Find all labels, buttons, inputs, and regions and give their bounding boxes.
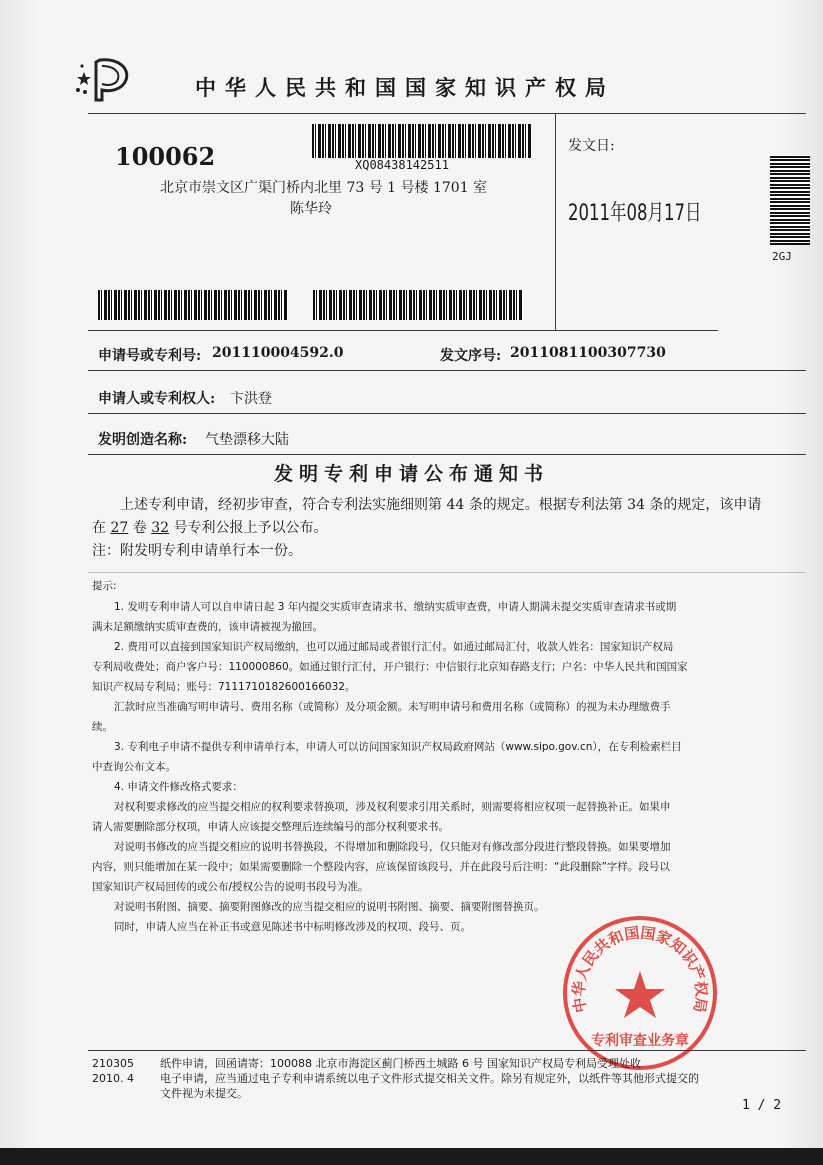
p2-prefix: 在 [92, 520, 106, 536]
hint-line: 知识产权局专利局；账号：7111710182600166032。 [92, 681, 356, 693]
postcode: 100062 [115, 142, 216, 171]
hints-list [92, 597, 802, 937]
hint-line: 3. 专利电子申请不提供专利申请单行本，申请人可以访问国家知识产权局政府网站（www.sipo.gov.cn），在专利检索栏目 [114, 741, 682, 753]
form-code: 210305 [92, 1057, 134, 1070]
hints-label: 提示: [92, 580, 117, 592]
hint-rule [88, 572, 806, 573]
hint-line: 1. 发明专利申请人可以自申请日起 3 年内提交实质审查请求书、缴纳实质审查费，申请人期满未提交实质审查请求书或期 [114, 601, 677, 613]
scan-edge [0, 1148, 823, 1165]
hint-line: 对权利要求修改的应当提交相应的权利要求替换项，涉及权利要求引用关系时，则需要将相应权项一起替换补正。如果申 [114, 801, 671, 813]
volume-number: 27 [110, 520, 129, 536]
hint-line: 汇款时应当准确写明申请号、费用名称（或简称）及分项金额。未写明申请号和费用名称（或简称）的视为未办理缴费手 [114, 701, 671, 713]
address-bottom-rule [88, 330, 718, 331]
app-no-value: 201110004592.0 [212, 345, 344, 361]
page-number: 1 / 2 [742, 1098, 782, 1113]
footer-rule [88, 1050, 806, 1051]
footer-paper-filing: 纸件申请，回函请寄：100088 北京市海淀区蓟门桥西土城路 6 号 国家知识产权局专利局受理处收 [160, 1057, 641, 1070]
hint-line: 2. 费用可以直接到国家知识产权局缴纳，也可以通过邮局或者银行汇付。如通过邮局汇付，收款人姓名：国家知识产权局 [114, 641, 674, 653]
applicant-label: 申请人或专利权人: [98, 391, 216, 407]
notice-note: 注：附发明专利申请单行本一份。 [92, 543, 302, 559]
sipo-logo [72, 54, 132, 102]
notice-paragraph-2 [92, 517, 327, 540]
footer-note: 文件视为未提交。 [160, 1087, 248, 1100]
rule-3 [88, 454, 806, 455]
rule-1 [88, 370, 806, 371]
hint-line: 专利局收费处；商户客户号：110000860。如通过银行汇付，开户银行：中信银行北京知春路支行；户名：中华人民共和国国家 [92, 661, 688, 673]
serial-label: 发文序号: [440, 348, 502, 364]
dispatch-date-label: 发文日: [568, 138, 615, 154]
side-code: 2GJ [772, 250, 792, 263]
hint-line: 续。 [92, 721, 113, 733]
notice-paragraph-1: 上述专利申请，经初步审查，符合专利法实施细则第 44 条的规定。根据专利法第 34 条的规定，该申请 [120, 497, 762, 513]
mailing-address: 北京市崇文区广渠门桥内北里 73 号 1 号楼 1701 室 [160, 180, 488, 196]
p2-suffix: 号专利公报上予以公布。 [173, 520, 328, 536]
barcode-left [98, 290, 288, 320]
seal-ring-text: 中华人民共和国国家知识产权局 [569, 923, 711, 1014]
agency-name: 中华人民共和国国家知识产权局 [195, 75, 615, 100]
barcode-text: XQ08438142511 [355, 158, 449, 172]
p2-volume: 卷 [132, 520, 147, 536]
official-seal [560, 913, 720, 1073]
notice-title: 发明专利申请公布通知书 [273, 463, 549, 485]
form-version: 2010. 4 [92, 1072, 134, 1085]
issue-number: 32 [151, 520, 170, 536]
seal-inner-text: 专利审查业务章 [591, 1033, 689, 1049]
hint-line: 对说明书修改的应当提交相应的说明书替换段，不得增加和删除段号，仅只能对有修改部分段进行整段替换。如果要增加 [114, 841, 671, 853]
serial-value: 2011081100307730 [510, 345, 666, 361]
hint-line: 同时，申请人应当在补正书或意见陈述书中标明修改涉及的权项、段号、页。 [114, 921, 471, 933]
footer-electronic-filing: 电子申请，应当通过电子专利申请系统以电子文件形式提交相关文件。除另有规定外，以纸件等其他形式提交的 [160, 1072, 699, 1085]
header-rule [88, 113, 806, 114]
applicant-value: 卞洪登 [230, 391, 272, 407]
title-label: 发明创造名称: [98, 432, 188, 448]
hint-line: 满未足额缴纳实质审查费的，该申请被视为撤回。 [92, 621, 323, 633]
hint-line: 国家知识产权局回传的或公布/授权公告的说明书段号为准。 [92, 881, 369, 893]
dispatch-date: 2011年08月17日 [568, 201, 702, 226]
hint-line: 请人需要删除部分权项，申请人应该提交整理后连续编号的部分权利要求书。 [92, 821, 449, 833]
hint-line: 对说明书附图、摘要、摘要附图修改的应当提交相应的说明书附图、摘要、摘要附图替换页。 [114, 901, 545, 913]
app-no-label: 申请号或专利号: [98, 348, 202, 364]
title-value: 气垫漂移大陆 [205, 432, 289, 448]
hint-line: 内容，则只能增加在某一段中；如果需要删除一个整段内容，应该保留该段号，并在此段号后注明：“此段删除”字样。段号以 [92, 861, 670, 873]
hint-line: 中查询公布文本。 [92, 761, 176, 773]
recipient-name: 陈华玲 [290, 201, 332, 217]
address-divider [555, 113, 556, 330]
side-barcode [770, 155, 810, 245]
rule-2 [88, 413, 806, 414]
mail-barcode [312, 124, 532, 158]
barcode-right [313, 290, 523, 320]
hint-line: 4. 申请文件修改格式要求： [114, 781, 243, 793]
